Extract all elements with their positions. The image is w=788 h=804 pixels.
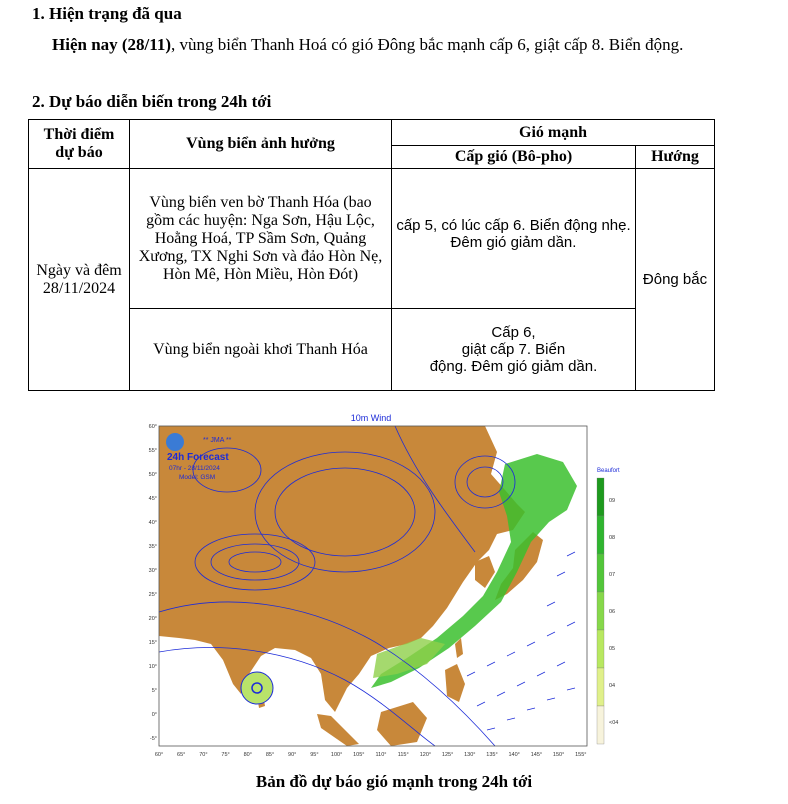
jma-logo-icon bbox=[166, 433, 184, 451]
section-2-heading: 2. Dự báo diễn biến trong 24h tới bbox=[32, 92, 272, 111]
lat-label: 0° bbox=[151, 712, 157, 718]
lon-label: 70° bbox=[199, 752, 208, 758]
lon-label: 110° bbox=[375, 752, 387, 758]
lon-label: 95° bbox=[310, 752, 319, 758]
lon-label: 115° bbox=[397, 752, 409, 758]
map-plot-area bbox=[159, 426, 587, 746]
lon-label: 135° bbox=[486, 752, 498, 758]
legend-color-step bbox=[597, 706, 604, 744]
tropical-low-bay-of-bengal bbox=[241, 672, 273, 704]
legend-label: 08 bbox=[609, 535, 616, 541]
level-cell-coastal: cấp 5, có lúc cấp 6. Biển động nhẹ. Đêm gió giảm dần. bbox=[392, 169, 636, 309]
lat-label: 55° bbox=[148, 448, 157, 454]
wind-forecast-map bbox=[145, 412, 621, 760]
lon-label: 145° bbox=[530, 752, 543, 758]
lon-label: 65° bbox=[177, 752, 186, 758]
lon-label: 60° bbox=[154, 752, 164, 758]
lat-label: 25° bbox=[148, 592, 157, 598]
lon-label: 155° bbox=[575, 752, 587, 758]
legend-label: 04 bbox=[609, 683, 616, 689]
lat-label: 10° bbox=[148, 664, 157, 670]
legend-color-step bbox=[597, 630, 604, 668]
legend-color-step bbox=[597, 516, 604, 554]
legend-color-step bbox=[597, 592, 604, 630]
col-header-level: Cấp gió (Bô-pho) bbox=[392, 146, 636, 169]
jma-brand: ** JMA ** bbox=[203, 437, 232, 444]
legend-color-step bbox=[597, 554, 604, 592]
forecast-time: 07hr - 28/11/2024 bbox=[169, 465, 220, 472]
lon-label: 100° bbox=[330, 752, 343, 758]
lat-label: 30° bbox=[148, 568, 157, 574]
lon-label: 105° bbox=[353, 752, 365, 758]
lon-label: 120° bbox=[419, 752, 432, 758]
current-status-text: , vùng biển Thanh Hoá có gió Đông bắc mạnh cấp 6, giật cấp 8. Biển động. bbox=[171, 35, 684, 54]
lon-label: 75° bbox=[221, 752, 230, 758]
lon-label: 130° bbox=[464, 752, 476, 758]
lat-label: 35° bbox=[148, 544, 157, 550]
map-caption: Bản đồ dự báo gió mạnh trong 24h tới bbox=[255, 772, 533, 791]
lat-label: 40° bbox=[148, 520, 157, 526]
forecast-model: Model: GSM bbox=[179, 474, 216, 481]
level-cell-offshore bbox=[392, 309, 636, 391]
current-status-paragraph bbox=[32, 32, 732, 57]
legend-label: <04 bbox=[609, 720, 619, 726]
section-1-heading: 1. Hiện trạng đã qua bbox=[32, 4, 182, 23]
legend-color-step bbox=[597, 478, 604, 516]
lon-label: 140° bbox=[508, 752, 520, 758]
col-header-time: Thời điểm dự báo bbox=[29, 120, 130, 169]
level-offshore-line-3: động. Đêm gió giảm dần. bbox=[429, 358, 598, 375]
legend-color-step bbox=[597, 668, 604, 706]
direction-cell: Đông bắc bbox=[636, 169, 715, 391]
lat-label: 15° bbox=[148, 640, 157, 646]
lon-label: 80° bbox=[243, 752, 252, 758]
col-header-wind: Gió mạnh bbox=[392, 120, 715, 146]
lat-label: 20° bbox=[148, 616, 157, 622]
lon-label: 150° bbox=[552, 752, 565, 758]
lat-label: 60° bbox=[148, 424, 157, 430]
legend-label: 06 bbox=[609, 609, 616, 615]
lon-label: 125° bbox=[441, 752, 454, 758]
forecast-title: 24h Forecast bbox=[167, 452, 229, 463]
col-header-direction: Hướng bbox=[636, 146, 715, 169]
area-cell-offshore: Vùng biển ngoài khơi Thanh Hóa bbox=[130, 309, 392, 391]
col-header-area: Vùng biển ảnh hưởng bbox=[130, 120, 392, 169]
forecast-table bbox=[28, 119, 715, 391]
map-top-title: 10m Wind bbox=[350, 413, 392, 423]
legend-label: 09 bbox=[609, 498, 616, 504]
lat-label: -5° bbox=[149, 736, 157, 742]
area-cell-coastal: Vùng biển ven bờ Thanh Hóa (bao gồm các huyện: Nga Sơn, Hậu Lộc, Hoằng Hoá, TP Sầm Sơn, Quảng Xương, TX Nghi Sơn và đảo Hòn Nẹ, Hòn Mê, Hòn Miều, Hòn Đót) bbox=[130, 169, 392, 309]
level-offshore-line-2: giật cấp 7. Biển bbox=[461, 341, 566, 358]
current-status-lead: Hiện nay (28/11) bbox=[52, 35, 172, 54]
lat-label: 50° bbox=[148, 472, 157, 478]
level-offshore-line-1: Cấp 6, bbox=[491, 324, 536, 341]
lat-label: 5° bbox=[151, 688, 157, 694]
lon-label: 85° bbox=[265, 752, 275, 758]
forecast-time-cell: Ngày và đêm 28/11/2024 bbox=[29, 169, 130, 391]
legend-label: 07 bbox=[609, 572, 616, 578]
legend-title: Beaufort bbox=[597, 468, 620, 474]
lon-label: 90° bbox=[288, 752, 297, 758]
legend-label: 05 bbox=[609, 646, 616, 652]
lat-label: 45° bbox=[148, 496, 157, 502]
